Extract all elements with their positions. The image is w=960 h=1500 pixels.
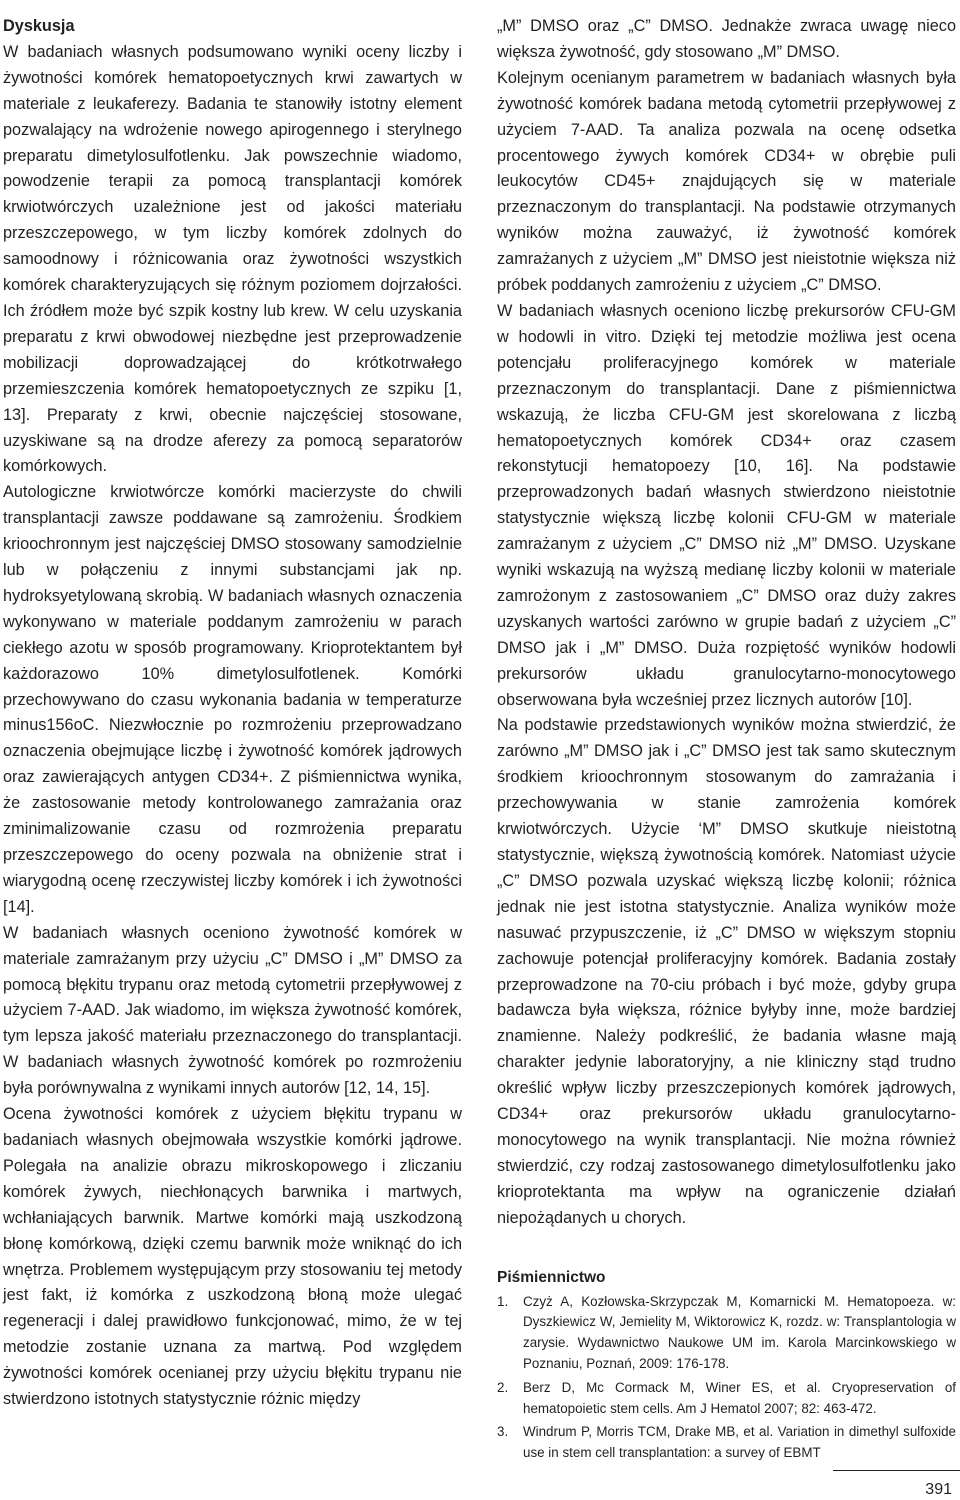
reference-item (497, 1422, 956, 1464)
body-paragraph: W badaniach własnych oceniono żywotność komórek w materiale zamrażanym przy użyciu „C” DMSO i „M” DMSO za pomocą błękitu trypanu oraz metodą cytometrii przepływowej z użyciem 7-AAD. Jak wiadomo, im większa żywotność komórek, tym lepsza jakość materiału przeznaczonego do transplantacji. W badaniach własnych żywotność komórek po rozmrożeniu była porównywalna z wynikami innych autorów [12, 14, 15]. (3, 923, 462, 1098)
reference-text: Windrum P, Morris TCM, Drake MB, et al. Variation in dimethyl sulfoxide use in stem cell transplantation: a survey of EBMT (523, 1424, 956, 1461)
body-paragraph: Ocena żywotności komórek z użyciem błękitu trypanu w badaniach własnych obejmowała wszystkie komórki jądrowe. Polegała na analizie obrazu mikroskopowego i zliczaniu komórek żywych, niechłonących barwnika i martwych, wchłaniających barwnik. Martwe komórki mają uszkodzoną błonę komórkową, dzięki czemu barwnik może wniknąć do ich wnętrza. Problemem występującym przy stosowaniu tej metody jest fakt, iż komórka z uszkodzoną błoną może ulegać regeneracji i dalej prawidłowo funkcjonować, mimo, że w tej metodzie zostanie uznana za martwą. Pod względem żywotności komórek ocenianej przy użyciu błękitu trypanu nie stwierdzono istotnych statystycznie różnic między (3, 1105, 462, 1409)
page-number: 391 (925, 1481, 952, 1498)
body-paragraph: W badaniach własnych oceniono liczbę prekursorów CFU-GM w hodowli in vitro. Dzięki tej metodzie możliwa jest ocena potencjału proliferacyjnego komórek w materiale przeznaczonym do transplantacji. Dane z piśmiennictwa wskazują, że liczba CFU-GM jest skorelowana z liczbą hematopoetycznych komórek CD34+ oraz czasem rekonstytucji hematopoezy [10, 16]. Na podstawie przeprowadzonych badań własnych stwierdzono nieistotnie statystycznie większą liczbę kolonii CFU-GM w materiale zamrażanym z użyciem „C” DMSO niż „M” DMSO. Uzyskane wyniki wskazują na wyższą medianę liczby kolonii w materiale zamrożonym z zastosowaniem „C” DMSO oraz duży zakres uzyskanych wartości zarówno w grupie badań z użyciem „C” DMSO jak i „M” DMSO. Duża rozpiętość wyników hodowli prekursorów układu granulocytarno-monocytowego obserwowana była wcześniej przez licznych autorów [10]. (497, 301, 956, 709)
reference-text: Czyż A, Kozłowska-Skrzypczak M, Komarnicki M. Hematopoeza. w: Dyszkiewicz W, Jemielity M, Wiktorowicz K, rozdz. w: Transplantologia w zarysie. Wydawnictwo Naukowe UM im. Karola Marcinkowskiego w Poznaniu, Poznań, 2009: 176-178. (523, 1293, 956, 1371)
reference-item (497, 1378, 956, 1420)
reference-item (497, 1292, 956, 1375)
body-paragraph: Na podstawie przedstawionych wyników można stwierdzić, że zarówno „M” DMSO jak i „C” DMSO jest tak samo skutecznym środkiem krioochronnym stosowanym do zamrażania i przechowywania w stanie zamrożenia komórek krwiotwórczych. Użycie ‘M” DMSO skutkuje nieistotną statystycznie, większą żywotnością komórek. Natomiast użycie „C” DMSO pozwala uzyskać większą liczbę kolonii; różnica jednak nie jest istotna statystycznie. Analiza wyników może nasuwać przypuszczenie, iż „C” DMSO w większym stopniu zachowuje potencjał proliferacyjny komórek. Badania zostały przeprowadzone na 70-ciu próbach i być może, gdyby grupa badawcza była większa, różnice byłyby inne, może bardziej znamienne. Należy podkreślić, że badania własne mają charakter jedynie laboratoryjny, a nie kliniczny stąd trudno określić wpływ liczby przeszczepionych komórek jądrowych, CD34+ oraz prekursorów układu granulocytarno-monocytowego na wynik transplantacji. Nie można również stwierdzić, czy rodzaj zastosowanego dimetylosulfotlenku jako krioprotektanta ma wpływ na ograniczenie działań niepożądanych u chorych. (497, 716, 956, 1227)
reference-number: 1. (497, 1293, 509, 1309)
footer-rule (833, 1470, 960, 1471)
left-column (3, 14, 462, 1413)
references-list (497, 1292, 956, 1464)
body-paragraph: „M” DMSO oraz „C” DMSO. Jednakże zwraca uwagę nieco większa żywotność, gdy stosowano „M” DMSO. (497, 17, 956, 61)
reference-number: 2. (497, 1379, 509, 1395)
right-column (497, 14, 956, 1467)
references-heading: Piśmiennictwo (497, 1268, 606, 1286)
body-paragraph: W badaniach własnych podsumowano wyniki oceny liczby i żywotności komórek hematopoetycznych krwi zawartych w materiale z leukaferezy. Badania te stanowiły istotny element pozwalający na wdrożenie nowego apirogennego i sterylnego preparatu dimetylosulfotlenku. Jak powszechnie wiadomo, powodzenie terapii za pomocą transplantacji komórek krwiotwórczych uzależnione jest od jakości materiału przeszczepowego, w tym liczby komórek zdolnych do samoodnowy i różnicowania oraz żywotności wszystkich komórek charakteryzujących się różnym poziomem dojrzałości. Ich źródłem może być szpik kostny lub krew. W celu uzyskania preparatu z krwi obwodowej niezbędne jest przeprowadzenie mobilizacji doprowadzającej do krótkotrwałego przemieszczenia komórek hematopoetycznych ze szpiku [1, 13]. Preparaty z krwi, obecnie najczęściej stosowane, uzyskiwane są na drodze aferezy za pomocą separatorów komórkowych. (3, 42, 462, 476)
section-heading: Dyskusja (3, 17, 75, 35)
body-paragraph: Autologiczne krwiotwórcze komórki macierzyste do chwili transplantacji zawsze poddawane są zamrożeniu. Środkiem krioochronnym jest najczęściej DMSO stosowany samodzielnie lub w połączeniu z innymi substancjami jak np. hydroksyetylowaną skrobią. W badaniach własnych oznaczenia wykonywano w materiale poddanym zamrożeniu w parach ciekłego azotu w sposób programowany. Krioprotektantem był każdorazowo 10% dimetylosulfotlenek. Komórki przechowywano do czasu wykonania badania w temperaturze minus156oC. Niezwłocznie po rozmrożeniu przeprowadzano oznaczenia obejmujące liczbę i żywotność komórek jądrowych oraz zawierających antygen CD34+. Z piśmiennictwa wynika, że zastosowanie metody kontrolowanego zamrażania oraz zminimalizowanie czasu od rozmrożenia preparatu przeszczepowego do oceny pozwala na obniżenie strat i wiarygodną ocenę rzeczywistej liczby komórek i ich żywotności [14]. (3, 483, 462, 916)
reference-number: 3. (497, 1424, 509, 1440)
reference-text: Berz D, Mc Cormack M, Winer ES, et al. Cryopreservation of hematopoietic stem cells. Am J Hematol 2007; 82: 463-472. (523, 1379, 956, 1416)
body-paragraph: Kolejnym ocenianym parametrem w badaniach własnych była żywotność komórek badana metodą cytometrii przepływowej z użyciem 7-AAD. Ta analiza pozwala na ocenę odsetka procentowego żywych komórek CD34+ w obrębie puli leukocytów CD45+ znajdujących się w materiale przeznaczonym do transplantacji. Na podstawie otrzymanych wyników można zauważyć, iż żywotność komórek zamrażanych z użyciem „M” DMSO jest nieistotnie większa niż próbek poddanych zamrożeniu z użyciem „C” DMSO. (497, 68, 956, 295)
